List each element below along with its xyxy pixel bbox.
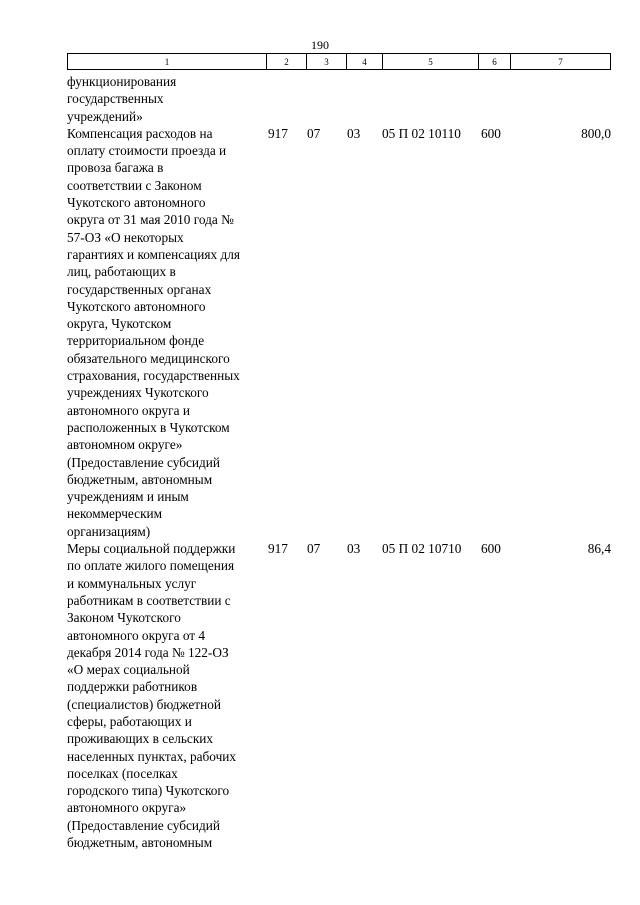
ministry-code: 917 [268, 125, 288, 141]
description-line: страхования, государственных [67, 368, 240, 384]
column-header-3: 3 [307, 54, 347, 70]
page-number: 190 [311, 38, 329, 52]
column-header-table [67, 53, 611, 70]
column-header-5: 5 [383, 54, 479, 70]
description-line: (Предоставление субсидий [67, 817, 221, 833]
description-line: поселках (поселках [67, 765, 178, 781]
section-code: 07 [307, 125, 321, 141]
target-article-code: 05 П 02 10710 [382, 541, 462, 557]
description-line: автономного округа и [67, 402, 190, 418]
description-line: соответствии с Законом [67, 177, 202, 193]
description-line: Компенсация расходов на [67, 125, 213, 141]
description-line: округа, Чукотском [67, 316, 172, 332]
description-line: Меры социальной поддержки [67, 541, 236, 557]
description-line: (Предоставление субсидий [67, 454, 221, 470]
description-line: организациям) [67, 523, 151, 539]
amount-value: 800,0 [581, 125, 611, 141]
description-line: автономного округа от 4 [67, 627, 206, 643]
description-line: и коммунальных услуг [67, 575, 197, 591]
description-line: обязательного медицинского [67, 350, 230, 366]
row-description [67, 125, 267, 540]
description-line: учреждениях Чукотского [67, 385, 209, 401]
amount-value: 86,4 [587, 541, 611, 557]
table-row [67, 125, 611, 540]
description-line: учреждений» [67, 108, 143, 124]
description-line: функционирования [67, 74, 177, 89]
description-line: гарантиях и компенсациях для [67, 246, 241, 262]
description-line: населенных пунктах, рабочих [67, 748, 237, 764]
description-line: государственных органах [67, 281, 212, 297]
column-header-row [68, 54, 611, 70]
description-line: городского типа) Чукотского [67, 783, 230, 799]
description-line: «О мерах социальной [67, 662, 190, 678]
subsection-code: 03 [347, 541, 361, 557]
description-line: округа от 31 мая 2010 года № [67, 212, 234, 228]
description-line: некоммерческим [67, 506, 163, 522]
description-line: провоза багажа в [67, 160, 164, 176]
ministry-code: 917 [268, 541, 288, 557]
section-code: 07 [307, 541, 321, 557]
column-header-4: 4 [347, 54, 383, 70]
description-line: бюджетным, автономным [67, 471, 213, 487]
description-line: автономного округа» [67, 800, 187, 816]
table-body [67, 73, 611, 851]
description-line: лиц, работающих в [67, 264, 176, 280]
column-header-7: 7 [511, 54, 611, 70]
row-description [67, 73, 267, 125]
description-line: проживающих в сельских [67, 731, 214, 747]
continuation-row [67, 73, 611, 125]
description-line: государственных [67, 91, 164, 107]
expense-type-code: 600 [481, 541, 501, 557]
description-line: Чукотского автономного [67, 298, 206, 314]
column-header-1: 1 [68, 54, 267, 70]
subsection-code: 03 [347, 125, 361, 141]
description-line: территориальном фонде [67, 333, 205, 349]
description-line: сферы, работающих и [67, 713, 192, 729]
description-line: Законом Чукотского [67, 610, 181, 626]
description-line: оплату стоимости проезда и [67, 143, 227, 159]
description-line: поддержки работников [67, 679, 198, 695]
description-line: по оплате жилого помещения [67, 558, 235, 574]
description-line: Чукотского автономного [67, 195, 206, 211]
table-row [67, 540, 611, 851]
column-header-2: 2 [267, 54, 307, 70]
description-line: расположенных в Чукотском [67, 419, 230, 435]
description-line: автономном округе» [67, 437, 183, 453]
description-line: (специалистов) бюджетной [67, 696, 221, 712]
expense-type-code: 600 [481, 125, 501, 141]
description-line: учреждениям и иным [67, 489, 189, 505]
column-header-6: 6 [479, 54, 511, 70]
description-line: работникам в соответствии с [67, 592, 231, 608]
description-line: бюджетным, автономным [67, 835, 213, 851]
row-description [67, 540, 267, 851]
description-line: 57-ОЗ «О некоторых [67, 229, 184, 245]
description-line: декабря 2014 года № 122-ОЗ [67, 644, 229, 660]
target-article-code: 05 П 02 10110 [382, 125, 461, 141]
